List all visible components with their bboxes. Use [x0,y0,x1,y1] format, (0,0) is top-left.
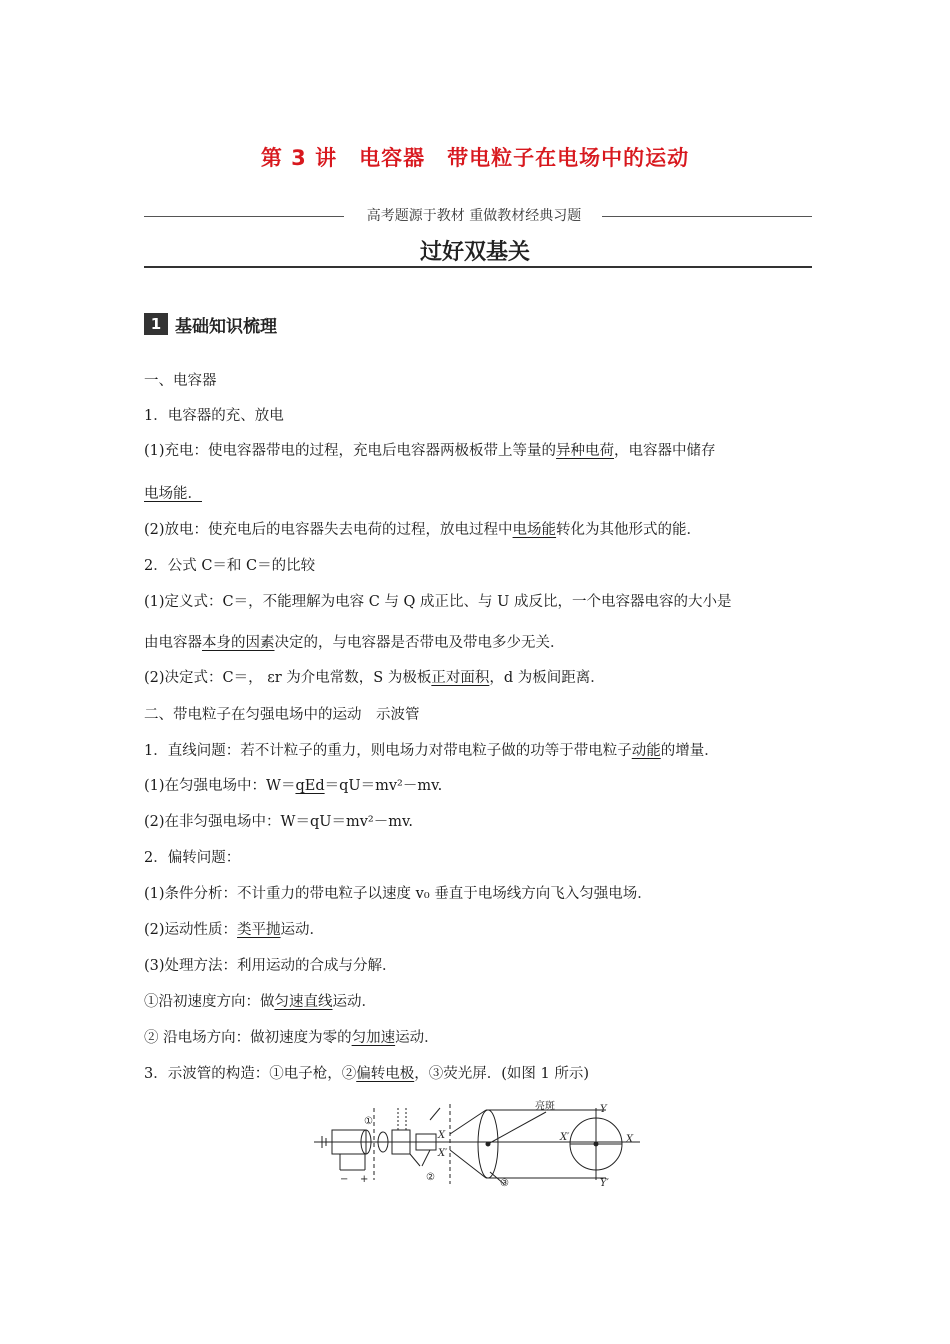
label-xp-plate: X′ [438,1148,448,1159]
text-line [144,441,716,461]
page-title: 第 3 讲 电容器 带电粒子在电场中的运动 [260,146,690,170]
label-bright-spot: 亮斑 [535,1101,555,1112]
text-span: ＝qU＝mv²－mv. [324,778,443,794]
screen-center-dot [594,1142,598,1146]
text-span: (2)运动性质： [144,922,238,938]
answer-blank: 本身的因素 [202,635,275,651]
bright-spot [486,1142,490,1146]
text-line [144,776,442,796]
label-x-screen: X [626,1134,634,1145]
text-line: (1)定义式：C＝，不能理解为电容 C 与 Q 成正比、与 U 成反比，一个电容器电容的大小是 [144,594,732,610]
text-span: 的增量． [660,743,719,759]
text-span: 1．直线问题：若不计粒子的重力，则电场力对带电粒子做的功等于带电粒子 [144,743,632,759]
text-span: ② 沿电场方向：做初速度为零的 [144,1030,352,1046]
text-line [144,1028,439,1048]
text-span: 3．示波管的构造：①电子枪，② [144,1066,357,1082]
text-span: (1)充电：使电容器带电的过程，充电后电容器两极板带上等量的 [144,443,557,459]
text-line [144,741,719,761]
label-n3: ③ [500,1178,509,1189]
heading-rule [144,266,812,268]
text-span: ，d 为板间距离． [489,670,605,686]
text-span: ①沿初速度方向：做 [144,994,275,1010]
text-span: (1)在匀强电场中：W＝ [144,778,296,794]
answer-blank: 匀加速 [351,1030,396,1046]
text-span: ，③荧光屏．(如图 1 所示) [414,1066,589,1082]
text-line: (1)条件分析：不计重力的带电粒子以速度 v₀ 垂直于电场线方向飞入匀强电场． [144,886,652,902]
text-line [144,633,565,653]
heading-capacitor: 一、电容器 [144,373,217,389]
text-span: 由电容器 [144,635,202,651]
label-n2: ② [426,1172,435,1183]
text-line: (3)处理方法：利用运动的合成与分解． [144,958,397,974]
text-span: (2)放电：使充电后的电容器失去电荷的过程，放电过程中 [144,522,513,538]
section-title: 基础知识梳理 [175,316,277,337]
label-y-screen: Y [600,1104,607,1115]
item-charge-discharge: 1．电容器的充、放电 [144,408,284,424]
answer-blank: 偏转电极 [356,1066,415,1082]
oscilloscope-figure [310,1100,650,1190]
label-xp-screen: X′ [560,1132,570,1143]
text-line [144,1064,589,1084]
pointer-line [410,1154,420,1166]
text-line: (2)在非匀强电场中：W＝qU＝mv²－mv. [144,814,414,830]
answer-blank: 匀速直线 [274,994,333,1010]
item-deflection: 2．偏转问题： [144,850,241,866]
big-heading: 过好双基关 [419,240,530,265]
label-yp-screen: Y′ [600,1178,609,1189]
tube-wall [450,1150,486,1178]
item-formula-compare: 2．公式 C＝和 C＝的比较 [144,558,316,574]
text-line [144,484,202,504]
text-span: 运动． [395,1030,439,1046]
heading-particle-motion: 二、带电粒子在匀强电场中的运动 示波管 [144,707,420,723]
answer-blank: 类平抛 [237,922,281,938]
text-line [144,992,376,1012]
answer-blank: 正对面积 [431,670,490,686]
text-span: 运动． [332,994,376,1010]
subtitle: 高考题源于教材 重做教材经典习题 [366,208,582,224]
label-x-plate: X [438,1130,446,1141]
pointer-line [422,1150,430,1166]
answer-blank: 电场能 [512,522,557,538]
text-line [144,920,324,940]
subtitle-row [144,205,812,227]
text-line [144,668,605,688]
answer-blank: qEd [295,778,325,794]
text-span: (2)决定式：C＝， εr 为介电常数，S 为极板 [144,670,432,686]
text-span: 决定的，与电容器是否带电及带电多少无关． [274,635,565,651]
answer-blank: 异种电荷 [556,443,615,459]
label-n1: ① [364,1116,373,1127]
plate-lead [430,1108,440,1120]
section-header [144,312,277,336]
label-plus: + [360,1174,369,1185]
divider-right [602,216,812,217]
text-line [144,520,701,540]
text-span: 运动． [280,922,325,938]
divider-left [144,216,344,217]
section-badge: 1 [144,313,168,335]
text-span: 转化为其他形式的能． [556,522,702,538]
answer-blank: 动能 [631,743,661,759]
label-minus: − [340,1174,349,1185]
text-span: ，电容器中储存 [614,443,716,459]
answer-blank: 电场能． [144,486,202,502]
